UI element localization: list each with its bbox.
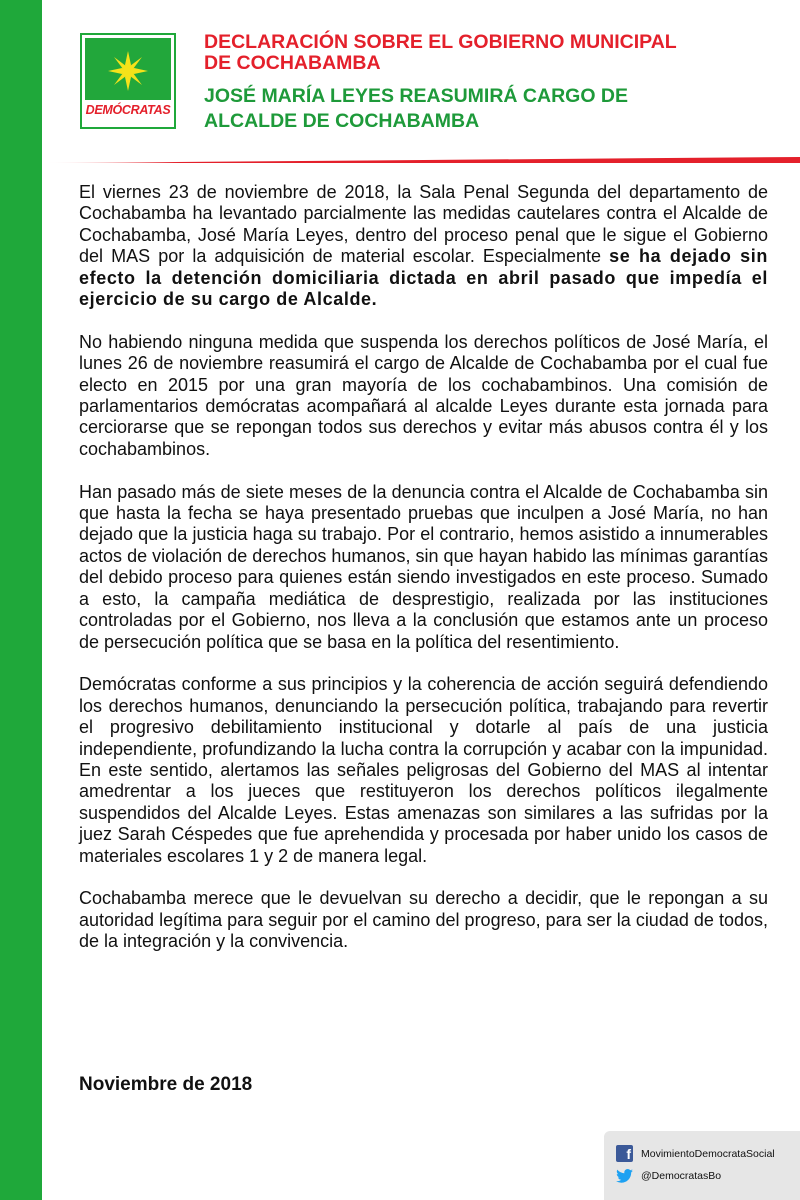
twitter-icon xyxy=(616,1169,633,1183)
declaration-body xyxy=(79,182,768,974)
paragraph-5: Cochabamba merece que le devuelvan su derecho a decidir, que le repongan a su autoridad legítima para seguir por el camino del progreso, para ser la ciudad de todos, de la integración y la convivencia. xyxy=(79,888,768,952)
title-line-2: DE COCHABAMBA xyxy=(204,52,381,74)
paragraph-2: No habiendo ninguna medida que suspenda los derechos políticos de José María, el lunes 26 de noviembre reasumirá el cargo de Alcalde de Cochabamba por el cual fue electo en 2015 por una gran mayoría de los cochabambinos. Una comisión de parlamentarios demócratas acompañará al alcalde Leyes durante esta jornada para cerciorarse que se repongan todos sus derechos y evitar más abusos contra él y los cochabambinos. xyxy=(79,331,768,459)
paragraph-1-bold: se ha dejado sin efecto la detención domiciliaria dictada en abril pasado que impedía el ejercicio de su cargo de Alcalde. xyxy=(79,246,768,310)
paragraph-1-text: El viernes 23 de noviembre de 2018, la Sala Penal Segunda del departamento de Cochabamba ha levantado parcialmente las medidas cautelares contra el Alcalde de Cochabamba, José María Leyes, dentro del proceso penal que le sigue el Gobierno del MAS por la adquisición de material escolar. Especialmente xyxy=(79,182,768,267)
facebook-handle: MovimientoDemocrataSocial xyxy=(641,1147,775,1160)
subtitle-line-1: JOSÉ MARÍA LEYES REASUMIRÁ CARGO DE xyxy=(204,85,628,107)
paragraph-4: Demócratas conforme a sus principios y la coherencia de acción seguirá defendiendo los derechos humanos, denunciando la persecución política, trabajando para revertir el progresivo debilitamiento institucional y dotarle al país de una justicia independiente, profundizando la lucha contra la corrupción y acabar con la impunidad. En este sentido, alertamos las señales peligrosas del Gobierno del MAS al intentar amedrentar a los jueces que restituyeron los derechos políticos ilegalmente suspendidos del Alcalde Leyes. Estas amenazas son similares a las sufridas por la juez Sarah Céspedes que fue aprehendida y procesada por haber unido los casos de materiales escolares 1 y 2 de manera legal. xyxy=(79,674,768,866)
facebook-icon: f xyxy=(616,1145,633,1162)
declaration-date: Noviembre de 2018 xyxy=(79,1074,253,1095)
twitter-handle: @DemocratasBo xyxy=(641,1170,722,1182)
paragraph-1 xyxy=(79,182,768,310)
social-links-box xyxy=(604,1131,800,1200)
declaration-title xyxy=(204,32,784,74)
title-line-1: DECLARACIÓN SOBRE EL GOBIERNO MUNICIPAL xyxy=(204,31,677,53)
facebook-link[interactable] xyxy=(616,1145,775,1162)
logo-text: DEMÓCRATAS xyxy=(85,103,171,117)
twitter-link[interactable] xyxy=(616,1169,721,1183)
subtitle-line-2: ALCALDE DE COCHABAMBA xyxy=(204,110,480,132)
header-divider xyxy=(44,157,800,163)
sun-star-icon xyxy=(82,35,174,103)
paragraph-3: Han pasado más de siete meses de la denuncia contra el Alcalde de Cochabamba sin que hasta la fecha se haya presentado pruebas que inculpen a José María, no han dejado que la justicia haga su trabajo. Por el contrario, hemos asistido a innumerables actos de violación de derechos humanos, sin que hayan habido las mínimas garantías del debido proceso para quienes están siendo investigados en este proceso. Sumado a esto, la campaña mediática de desprestigio, realizada por las instituciones controladas por el Gobierno, nos lleva a la conclusión que estamos ante un proceso de persecución política que se basa en la política del resentimiento. xyxy=(79,481,768,652)
left-accent-bar xyxy=(0,0,42,1200)
declaration-subtitle xyxy=(204,84,784,134)
party-logo xyxy=(80,33,176,129)
